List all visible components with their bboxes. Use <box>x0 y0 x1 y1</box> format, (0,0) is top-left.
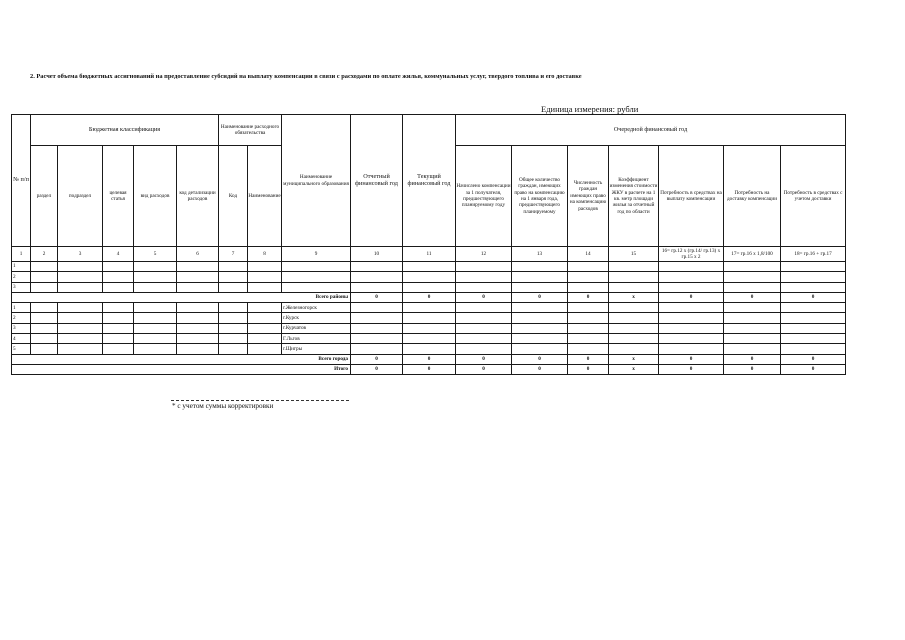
row-number: 3 <box>12 323 31 333</box>
cell-value: 0 <box>724 292 781 302</box>
city-row <box>12 323 846 333</box>
cell-value: 0 <box>351 292 403 302</box>
budget-table <box>11 114 846 375</box>
cell-value: 0 <box>659 354 724 364</box>
vid-header: вид расходов <box>134 146 177 247</box>
col13-header: Общее количество граждан, имеющих право на компенсацию на 1 января года, предшествующего планируемому <box>512 146 568 247</box>
col14-header: Численность граждан имеющих право на компенсацию расходов <box>568 146 609 247</box>
current-year-header: Текущий финансовый год <box>403 115 456 247</box>
col-number: 2 <box>31 247 58 262</box>
celevaya-header: целевая статья <box>103 146 134 247</box>
cell-value: 0 <box>351 354 403 364</box>
total-label: Итого <box>12 364 351 374</box>
col-number: 6 <box>177 247 219 262</box>
cell-value: 0 <box>351 364 403 374</box>
city-name: г.Курчатов <box>282 323 351 333</box>
col-number: 18= гр.16 + гр.17 <box>781 247 846 262</box>
cell-value: 0 <box>781 292 846 302</box>
cell-value: х <box>609 364 659 374</box>
kod-detal-header: код детализации расходов <box>177 146 219 247</box>
razdel-header: раздел <box>31 146 58 247</box>
col-number: 4 <box>103 247 134 262</box>
column-numbers-row <box>12 247 846 262</box>
footnote-divider <box>171 400 349 401</box>
col-no-header: № п/п <box>12 115 31 247</box>
cell-value: х <box>609 354 659 364</box>
cell-value: 0 <box>568 354 609 364</box>
table-row <box>12 272 846 282</box>
cell-value: 0 <box>456 354 512 364</box>
unit-label: Единица измерения: рубли <box>541 104 639 114</box>
col-number: 13 <box>512 247 568 262</box>
col-number: 15 <box>609 247 659 262</box>
city-row <box>12 313 846 323</box>
row-number: 1 <box>12 262 31 272</box>
city-row <box>12 303 846 313</box>
col-number: 5 <box>134 247 177 262</box>
col18-header: Потребность в средствах с учетом доставки <box>781 146 846 247</box>
col16-header: Потребность в средствах на выплату компенсации <box>659 146 724 247</box>
cell-value: 0 <box>568 292 609 302</box>
total-row <box>12 364 846 374</box>
cell-value: 0 <box>781 364 846 374</box>
col17-header: Потребность на доставку компенсации <box>724 146 781 247</box>
all-cities-label: Всего города <box>12 354 351 364</box>
row-number: 3 <box>12 282 31 292</box>
col-number: 9 <box>282 247 351 262</box>
col-number: 8 <box>248 247 282 262</box>
col-number: 14 <box>568 247 609 262</box>
kod-header: Код <box>219 146 248 247</box>
col-number: 12 <box>456 247 512 262</box>
municipality-header: Наименование муниципального образования <box>282 115 351 247</box>
row-number: 2 <box>12 272 31 282</box>
header-row-1 <box>12 115 846 146</box>
report-year-header: Отчетный финансовый год <box>351 115 403 247</box>
city-name: Г.Льгов <box>282 334 351 344</box>
col-number: 1 <box>12 247 31 262</box>
all-cities-row <box>12 354 846 364</box>
podrazdel-header: подраздел <box>58 146 103 247</box>
col-number: 10 <box>351 247 403 262</box>
cell-value: 0 <box>724 364 781 374</box>
cell-value: 0 <box>512 292 568 302</box>
cell-value: 0 <box>724 354 781 364</box>
col-number: 7 <box>219 247 248 262</box>
row-number: 1 <box>12 303 31 313</box>
cell-value: 0 <box>456 364 512 374</box>
cell-value: 0 <box>403 354 456 364</box>
row-number: 2 <box>12 313 31 323</box>
city-name: г.Курск <box>282 313 351 323</box>
obligation-header: Наименование расходного обязательства <box>219 115 282 146</box>
next-year-header: Очередной финансовый год <box>456 115 846 146</box>
budget-class-header: Бюджетная классификация <box>31 115 219 146</box>
cell-value: 0 <box>456 292 512 302</box>
row-number: 4 <box>12 334 31 344</box>
all-districts-label: Всего районы <box>12 292 351 302</box>
col-number: 11 <box>403 247 456 262</box>
col15-header: Коэффициент изменения стоимости ЖКУ в расчете на 1 кв. метр площади жилья за отчетный год по области <box>609 146 659 247</box>
city-name: г.Железногорск <box>282 303 351 313</box>
cell-value: 0 <box>512 354 568 364</box>
cell-value: 0 <box>403 292 456 302</box>
col-number: 17= гр.16 х 1,8/100 <box>724 247 781 262</box>
cell-value: 0 <box>403 364 456 374</box>
col-number: 16= гр.12 х (гр.14/ гр.13) х гр.15 х 2 <box>659 247 724 262</box>
table-row <box>12 282 846 292</box>
cell-value: 0 <box>512 364 568 374</box>
table-row <box>12 262 846 272</box>
col-number: 3 <box>58 247 103 262</box>
city-row <box>12 344 846 354</box>
cell-value: 0 <box>659 364 724 374</box>
col12-header: Начислено компенсации за 1 получателя, предшествующего планируемому году <box>456 146 512 247</box>
document-title: 2. Расчет объема бюджетных ассигнований на предоставление субсидий на выплату компенсации в связи с расходами по оплате жилья, коммунальных услуг, твердого топлива и его доставке <box>30 73 582 80</box>
city-row <box>12 334 846 344</box>
row-number: 5 <box>12 344 31 354</box>
city-name: г.Щигры <box>282 344 351 354</box>
cell-value: 0 <box>659 292 724 302</box>
cell-value: х <box>609 292 659 302</box>
footnote: * с учетом суммы корректировки <box>172 402 274 410</box>
cell-value: 0 <box>568 364 609 374</box>
all-districts-row <box>12 292 846 302</box>
cell-value: 0 <box>781 354 846 364</box>
naimenovanie-header: Наименование <box>248 146 282 247</box>
